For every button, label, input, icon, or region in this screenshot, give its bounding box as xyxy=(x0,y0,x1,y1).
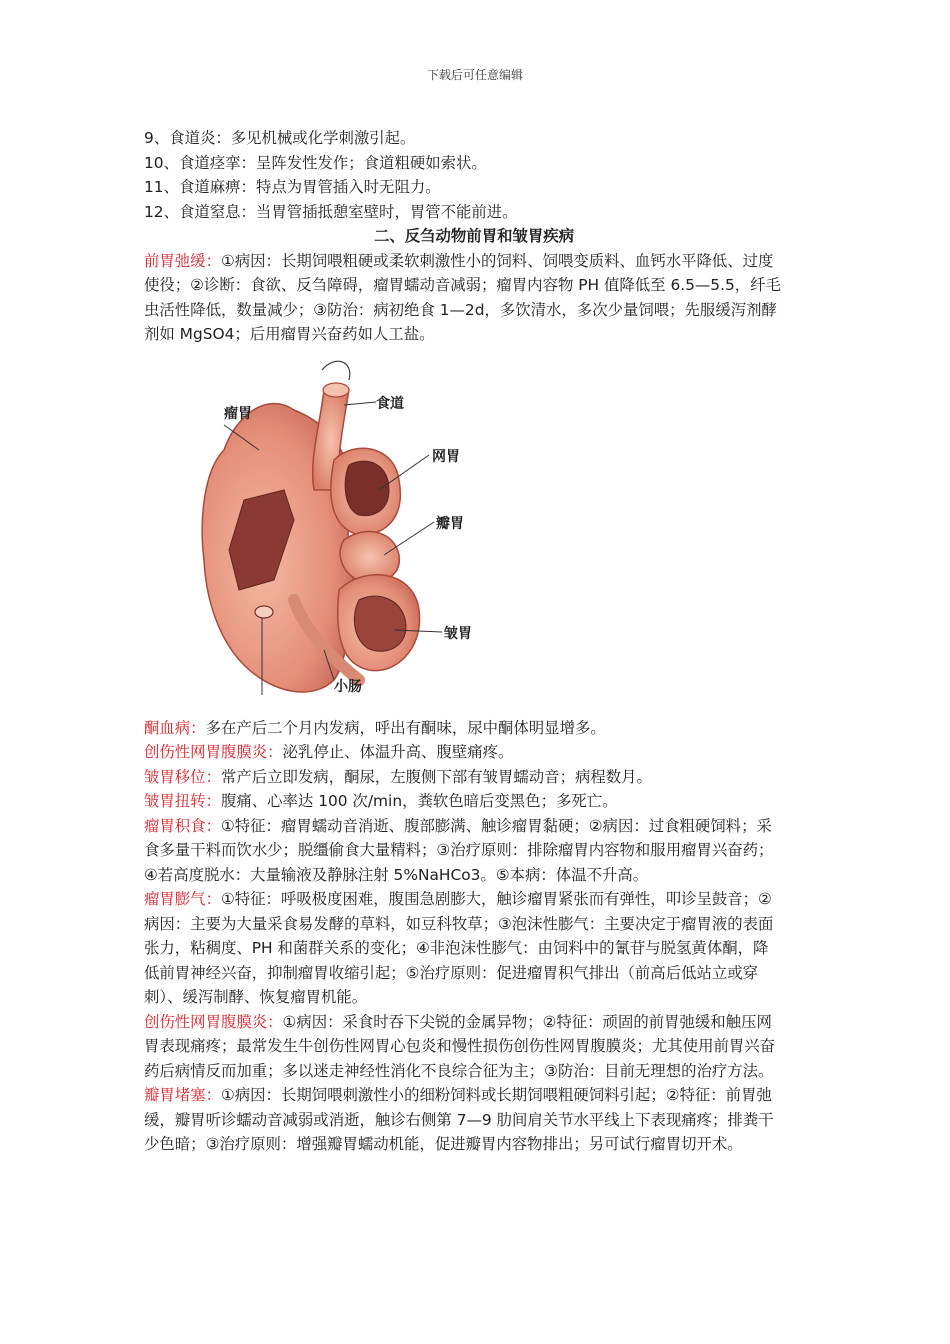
label-abomasum: 皱胃 xyxy=(444,625,472,642)
paragraph-line: 使役；②诊断：食欲、反刍障碍，瘤胃蠕动音减弱；瘤胃内容物 PH 值降低至 6.5—5.5，纤毛 xyxy=(144,276,781,294)
term-label: 酮血病： xyxy=(144,718,206,737)
paragraph-traumatic-reticuloperitonitis xyxy=(144,1010,804,1084)
paragraph-omasal-impaction xyxy=(144,1083,804,1157)
paragraph-abomasal-displacement xyxy=(144,765,804,790)
paragraph-rumen-tympany xyxy=(144,887,804,1010)
paragraph-line: 缓，瓣胃听诊蠕动音减弱或消逝，触诊右侧第 7—9 肋间肩关节水平线上下表现痛疼；排粪干 xyxy=(144,1110,774,1129)
page-header: 下载后可任意编辑 xyxy=(426,68,523,82)
paragraph-line: 病因：主要为大量采食易发酵的草料，如豆科牧草；③泡沫性膨气：主要决定于瘤胃液的表面 xyxy=(144,914,774,933)
paragraph-line: ①病因：采食时吞下尖锐的金属异物；②特征：顽固的前胃弛缓和触压网 xyxy=(282,1012,772,1031)
paragraph-line: ①特征：瘤胃蠕动音消逝、腹部膨满、触诊瘤胃黏硬；②病因：过食粗硬饲料；采 xyxy=(220,816,772,835)
paragraph-line: 虫活性降低，数量减少；③防治：病初绝食 1—2d，多饮清水，多次少量饲喂；先服缓泻剂酵 xyxy=(144,300,777,319)
paragraph-ketosis xyxy=(144,716,804,741)
term-label: 瓣胃堵塞： xyxy=(144,1086,221,1104)
term-label: 前胃弛缓： xyxy=(144,251,221,270)
paragraph-line: 低前胃神经兴奋，抑制瘤胃收缩引起；⑤治疗原则：促进瘤胃积气排出（前高后低站立或穿 xyxy=(144,963,759,982)
paragraph-forestomach-atony xyxy=(144,249,804,347)
term-label: 瘤胃积食： xyxy=(144,816,221,835)
paragraph-abomasal-torsion xyxy=(144,789,804,814)
label-reticulum: 网胃 xyxy=(432,448,460,465)
paragraph-line: 药后病情反而加重；多以迷走神经性消化不良综合征为主；③防治：目前无理想的治疗方法。 xyxy=(144,1061,774,1080)
stomach-illustration xyxy=(144,350,554,712)
document-body xyxy=(144,126,804,1157)
label-rumen: 瘤胃 xyxy=(224,405,252,422)
list-item: 10、食道痉挛：呈阵发性发作；食道粗硬如索状。 xyxy=(144,153,487,172)
paragraph-line: 常产后立即发病，酮尿，左腹侧下部有皱胃蠕动音；病程数月。 xyxy=(220,767,652,786)
paragraph-line: 食多量干料而饮水少；脱缰偷食大量精料；③治疗原则：排除瘤胃内容物和服用瘤胃兴奋药； xyxy=(144,841,774,859)
paragraph-traumatic-reticuloperitonitis-short xyxy=(144,740,804,765)
label-esophagus: 食道 xyxy=(376,395,404,412)
term-label: 皱胃扭转： xyxy=(144,792,221,810)
list-item: 11、食道麻痹：特点为胃管插入时无阻力。 xyxy=(144,178,441,196)
label-small-intestine: 小肠 xyxy=(334,678,362,695)
paragraph-line: 少色暗；③治疗原则：增强瓣胃蠕动机能，促进瓣胃内容物排出；另可试行瘤胃切开术。 xyxy=(144,1135,743,1153)
paragraph-line: 张力，粘稠度、PH 和菌群关系的变化；④非泡沫性膨气：由饲料中的氰苷与脱氢黄体酮，降 xyxy=(144,939,769,957)
paragraph-line: ①特征：呼吸极度困难，腹围急剧膨大，触诊瘤胃紧张而有弹性，叩诊呈鼓音；② xyxy=(220,890,772,908)
term-label: 瘤胃膨气： xyxy=(144,890,221,908)
term-label: 创伤性网胃腹膜炎： xyxy=(144,743,283,761)
stomach-diagram xyxy=(144,350,554,712)
paragraph-line: ①病因：长期饲喂刺激性小的细粉饲料或长期饲喂粗硬饲料引起；②特征：前胃弛 xyxy=(220,1086,772,1104)
paragraph-rumen-impaction xyxy=(144,814,804,888)
paragraph-line: 胃表现痛疼；最常发生牛创伤性网胃心包炎和慢性损伤创伤性网胃腹膜炎；尤其使用前胃兴奋 xyxy=(144,1037,776,1055)
paragraph-line: 泌乳停止、体温升高、腹壁痛疼。 xyxy=(282,743,514,761)
paragraph-line: 多在产后二个月内发病，呼出有酮味，尿中酮体明显增多。 xyxy=(205,718,606,737)
paragraph-line: ④若高度脱水：大量输液及静脉注射 5%NaHCo3。⑤本病：体温不升高。 xyxy=(144,865,649,884)
section-title: 二、反刍动物前胃和皱胃疾病 xyxy=(373,227,575,245)
paragraph-line: 腹痛、心率达 100 次/min，粪软色暗后变黑色；多死亡。 xyxy=(220,792,618,810)
paragraph-line: ①病因：长期饲喂粗硬或柔软刺激性小的饲料、饲喂变质料、血钙水平降低、过度 xyxy=(220,251,774,270)
list-item: 9、食道炎：多见机械或化学刺激引起。 xyxy=(144,129,416,147)
term-label: 皱胃移位： xyxy=(144,767,221,786)
list-item: 12、食道窒息：当胃管插抵憩室壁时，胃管不能前进。 xyxy=(144,202,518,221)
paragraph-line: 剂如 MgSO4；后用瘤胃兴奋药如人工盐。 xyxy=(144,325,435,343)
paragraph-line: 刺）、缓泻制酵、恢复瘤胃机能。 xyxy=(144,988,368,1006)
label-omasum: 瓣胃 xyxy=(436,515,464,532)
term-label: 创伤性网胃腹膜炎： xyxy=(144,1012,283,1031)
